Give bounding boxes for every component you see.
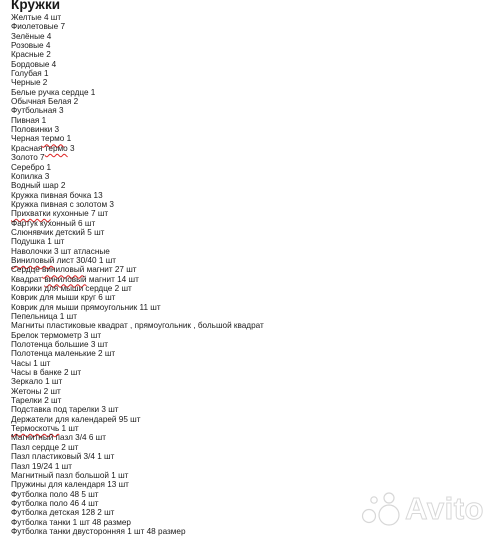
- item-text: 1 шт: [59, 424, 79, 434]
- item-text: Желтые 4 шт: [11, 13, 62, 22]
- list-item: [11, 247, 264, 256]
- list-item: [11, 396, 264, 405]
- item-text: Черные 2: [11, 78, 48, 88]
- item-text: 1: [64, 134, 72, 144]
- list-item: [11, 219, 264, 228]
- list-item: [11, 237, 264, 246]
- item-text: магнит 27 шт: [84, 265, 137, 275]
- item-text: Футболка поло 48 5 шт: [11, 489, 99, 499]
- list-item: [11, 387, 264, 396]
- item-text: Голубая 1: [11, 69, 49, 79]
- item-text: кухонные 7 шт: [50, 209, 109, 219]
- list-item: [11, 508, 264, 517]
- misspelled-word: Прихватки: [11, 209, 51, 219]
- list-item: [11, 480, 264, 489]
- item-text: Тарелки 2 шт: [11, 396, 62, 406]
- list-item: [11, 134, 264, 143]
- list-item: [11, 312, 264, 321]
- item-text: Коврики для мыши сердце 2 шт: [11, 283, 132, 293]
- list-item: [11, 191, 264, 200]
- item-text: Красные 2: [11, 50, 51, 60]
- item-text: Пазл сердце 2 шт: [11, 442, 79, 452]
- list-item: [11, 153, 264, 162]
- item-text: Часы 1 шт: [11, 358, 51, 368]
- list-item: [11, 349, 264, 358]
- list-item: [11, 106, 264, 115]
- item-text: Часы в банке 2 шт: [11, 368, 82, 378]
- item-text: Кружка пивная с золотом 3: [11, 199, 114, 209]
- item-text: Футболка детская 128 2 шт: [11, 508, 115, 518]
- list-item: [11, 125, 264, 134]
- list-item: [11, 452, 264, 461]
- item-text: Кружка пивная бочка 13: [11, 190, 103, 200]
- item-text: Подушка 1 шт: [11, 237, 65, 247]
- item-text: Копилка 3: [11, 171, 50, 181]
- watermark-text: Avito: [405, 491, 484, 526]
- list-item: [11, 60, 264, 69]
- list-item: [11, 490, 264, 499]
- list-item: [11, 32, 264, 41]
- item-text: Футболка поло 46 4 шт: [11, 498, 99, 508]
- list-item: [11, 265, 264, 274]
- list-item: [11, 321, 264, 330]
- item-text: Зеркало 1 шт: [11, 377, 63, 387]
- item-text: Пазл пластиковый 3/4 1 шт: [11, 452, 115, 462]
- list-item: [11, 499, 264, 508]
- item-text: лист 30/40 1 шт: [54, 255, 117, 265]
- item-text: Обычная Белая 2: [11, 97, 79, 107]
- list-item: [11, 13, 264, 22]
- item-text: 3: [67, 143, 75, 153]
- list-item: [11, 78, 264, 87]
- list-item: [11, 50, 264, 59]
- item-text: магнит 14 шт: [86, 274, 139, 284]
- item-text: Полотенца маленькие 2 шт: [11, 349, 116, 359]
- item-text: Черная: [11, 134, 42, 144]
- list-item: [11, 200, 264, 209]
- list-item: [11, 284, 264, 293]
- list-item: [11, 424, 264, 433]
- item-text: Магниты пластиковые квадрат , прямоугольник , большой квадрат: [11, 321, 264, 331]
- misspelled-word: термо: [44, 143, 68, 153]
- item-text: Золото 7: [11, 153, 45, 163]
- list-item: [11, 433, 264, 442]
- list-item: [11, 405, 264, 414]
- avito-logo-icon: [358, 490, 402, 528]
- item-text: Жетоны 2 шт: [11, 386, 61, 396]
- item-text: Пружины для календаря 13 шт: [11, 480, 129, 490]
- item-text: Бордовые 4: [11, 59, 57, 69]
- list-item: [11, 443, 264, 452]
- item-text: Водный шар 2: [11, 181, 66, 191]
- list-item: [11, 163, 264, 172]
- item-text: Коврик для мыши прямоугольник 11 шт: [11, 302, 161, 312]
- list-item: [11, 340, 264, 349]
- misspelled-word: виниловый: [44, 274, 87, 284]
- page-title: Кружки: [11, 0, 61, 12]
- list-item: [11, 41, 264, 50]
- list-item: [11, 527, 264, 536]
- item-text: Магнитный пазл 3/4 6 шт: [11, 433, 106, 443]
- list-item: [11, 97, 264, 106]
- list-item: [11, 275, 264, 284]
- list-item: [11, 518, 264, 527]
- item-text: Сердце: [11, 265, 43, 275]
- list-item: [11, 303, 264, 312]
- item-text: Зелёные 4: [11, 31, 52, 41]
- item-text: Футболка танки двусторонняя 1 шт 48 размер: [11, 526, 186, 536]
- item-text: Подставка под тарелки 3 шт: [11, 405, 119, 415]
- list-item: [11, 359, 264, 368]
- item-text: Пепельница 1 шт: [11, 312, 77, 321]
- misspelled-word: термо: [41, 134, 65, 144]
- misspelled-word: Виниловый: [11, 255, 55, 265]
- avito-watermark: [358, 490, 484, 528]
- item-list: [11, 13, 264, 536]
- list-item: [11, 331, 264, 340]
- list-item: [11, 22, 264, 31]
- list-item: [11, 144, 264, 153]
- item-text: Наволочки 3 шт атласные: [11, 246, 110, 256]
- item-text: Пивная 1: [11, 115, 47, 125]
- item-text: Слюнявчик детский 5 шт: [11, 227, 105, 237]
- list-item: [11, 116, 264, 125]
- item-text: Серебро 1: [11, 162, 52, 172]
- item-text: Держатели для календарей 95 шт: [11, 414, 141, 424]
- item-text: Белые ручка сердце 1: [11, 87, 96, 97]
- list-item: [11, 377, 264, 386]
- misspelled-word: Термоскотчь: [11, 424, 60, 434]
- item-text: Красная: [11, 143, 45, 153]
- list-item: [11, 471, 264, 480]
- list-item: [11, 69, 264, 78]
- list-item: [11, 462, 264, 471]
- list-item: [11, 415, 264, 424]
- list-item: [11, 181, 264, 190]
- item-text: Розовые 4: [11, 41, 51, 51]
- item-text: Полотенца большие 3 шт: [11, 340, 108, 350]
- list-item: [11, 209, 264, 218]
- list-item: [11, 172, 264, 181]
- item-text: Магнитный пазл большой 1 шт: [11, 470, 129, 480]
- list-item: [11, 228, 264, 237]
- item-text: Квадрат: [11, 274, 45, 284]
- item-text: Футболка танки 1 шт 48 размер: [11, 517, 131, 527]
- list-item: [11, 368, 264, 377]
- misspelled-word: виниловый: [42, 265, 85, 275]
- list-item: [11, 293, 264, 302]
- item-text: Футбольная 3: [11, 106, 64, 116]
- item-text: Пазл 19/24 1 шт: [11, 461, 72, 471]
- item-text: Фиолетовые 7: [11, 22, 66, 32]
- item-text: Фартук кухонный 6 шт: [11, 218, 96, 228]
- list-item: [11, 88, 264, 97]
- list-item: [11, 256, 264, 265]
- item-text: Коврик для мыши круг 6 шт: [11, 293, 116, 303]
- item-text: Брелок термометр 3 шт: [11, 330, 102, 340]
- item-text: Половинки 3: [11, 125, 60, 135]
